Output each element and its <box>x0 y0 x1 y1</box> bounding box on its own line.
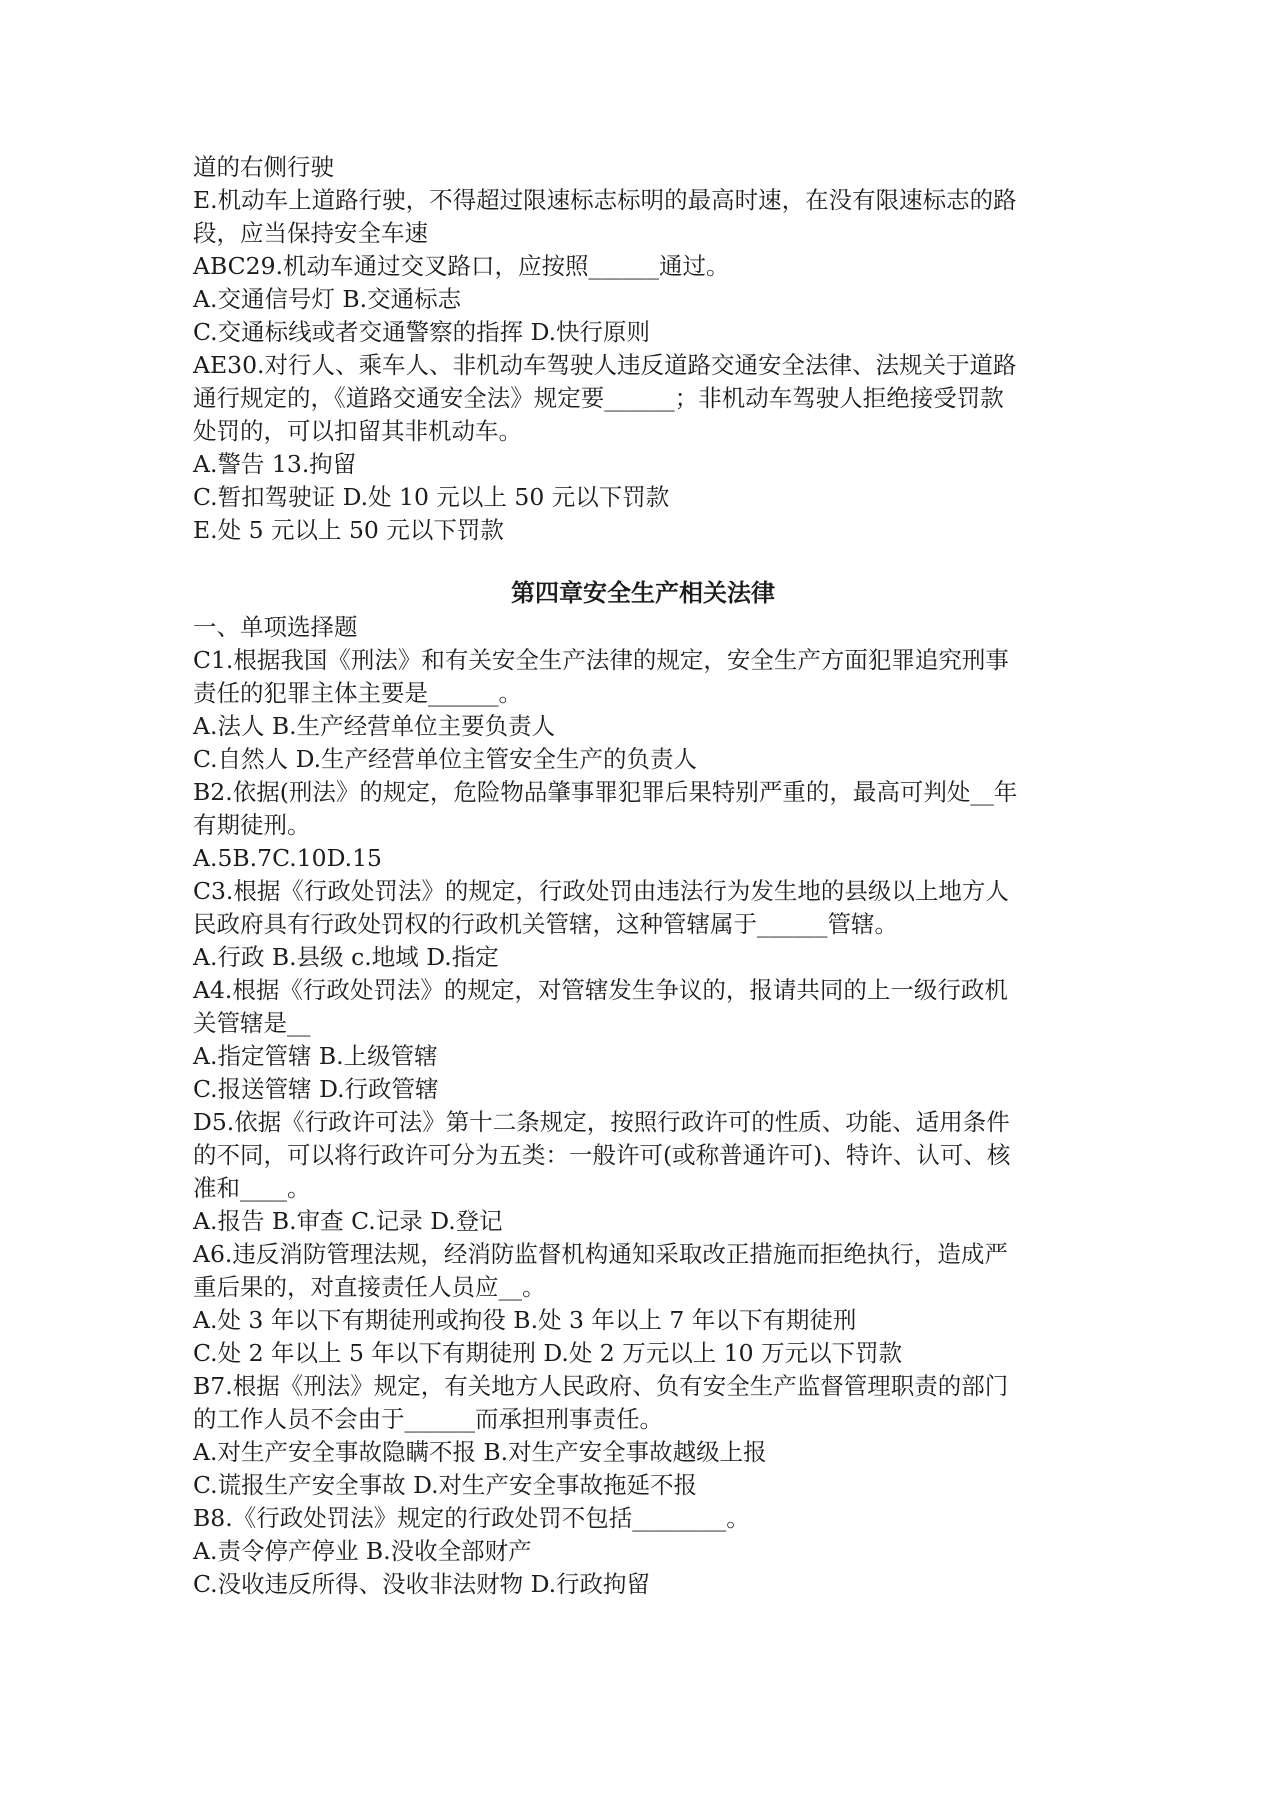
option-line: A.处 3 年以下有期徒刑或拘役 B.处 3 年以上 7 年以下有期徒刑 <box>193 1306 857 1334</box>
top-question-block <box>193 151 1093 547</box>
document-body <box>193 151 1093 1601</box>
question-4: A4.根据《行政处罚法》的规定，对管辖发生争议的，报请共同的上一级行政机 <box>193 976 1008 1004</box>
text-line: 处罚的，可以扣留其非机动车。 <box>193 417 522 445</box>
question-2: B2.依据(刑法》的规定，危险物品肇事罪犯罪后果特别严重的，最高可判处__年 <box>193 778 1018 806</box>
option-line: E.处 5 元以上 50 元以下罚款 <box>193 516 504 544</box>
text-line: 的不同，可以将行政许可分为五类：一般许可(或称普通许可)、特许、认可、核 <box>193 1141 1011 1169</box>
option-line: A.报告 B.审查 C.记录 D.登记 <box>193 1207 503 1235</box>
option-line: C.报送管辖 D.行政管辖 <box>193 1075 439 1103</box>
question-6: A6.违反消防管理法规，经消防监督机构通知采取改正措施而拒绝执行，造成严 <box>193 1240 1008 1268</box>
option-line: A.5B.7C.10D.15 <box>193 844 382 872</box>
chapter-title: 第四章安全生产相关法律 <box>511 579 775 607</box>
question-30: AE30.对行人、乘车人、非机动车驾驶人违反道路交通安全法律、法规关于道路 <box>193 351 1017 379</box>
question-8: B8.《行政处罚法》规定的行政处罚不包括________。 <box>193 1504 750 1532</box>
option-line: C.谎报生产安全事故 D.对生产安全事故拖延不报 <box>193 1471 698 1499</box>
text-line: 道的右侧行驶 <box>193 153 334 181</box>
text-line: 准和____。 <box>193 1174 311 1202</box>
option-line: A.法人 B.生产经营单位主要负责人 <box>193 712 556 740</box>
text-line: 通行规定的，《道路交通安全法》规定要______；非机动车驾驶人拒绝接受罚款 <box>193 384 1004 412</box>
question-7: B7.根据《刑法》规定，有关地方人民政府、负有安全生产监督管理职责的部门 <box>193 1372 1009 1400</box>
option-line: C.交通标线或者交通警察的指挥 D.快行原则 <box>193 318 651 346</box>
question-29: ABC29.机动车通过交叉路口，应按照______通过。 <box>193 252 730 280</box>
text-line: E.机动车上道路行驶，不得超过限速标志标明的最高时速，在没有限速标志的路 <box>193 186 1017 214</box>
text-line: 重后果的，对直接责任人员应__。 <box>193 1273 546 1301</box>
question-3: C3.根据《行政处罚法》的规定，行政处罚由违法行为发生地的县级以上地方人 <box>193 877 1009 905</box>
text-line: 段，应当保持安全车速 <box>193 219 428 247</box>
text-line: 的工作人员不会由于______而承担刑事责任。 <box>193 1405 663 1433</box>
option-line: A.警告 13.拘留 <box>193 450 357 478</box>
question-5: D5.依据《行政许可法》第十二条规定，按照行政许可的性质、功能、适用条件 <box>193 1108 1010 1136</box>
option-line: C.暂扣驾驶证 D.处 10 元以上 50 元以下罚款 <box>193 483 670 511</box>
option-line: A.责令停产停业 B.没收全部财产 <box>193 1537 532 1565</box>
option-line: A.交通信号灯 B.交通标志 <box>193 285 462 313</box>
text-line: 有期徒刑。 <box>193 811 311 839</box>
section-heading: 一、单项选择题 <box>193 613 358 641</box>
option-line: A.行政 B.县级 c.地域 D.指定 <box>193 943 499 971</box>
option-line: A.指定管辖 B.上级管辖 <box>193 1042 438 1070</box>
text-line: 关管辖是__ <box>193 1009 311 1037</box>
text-line: 民政府具有行政处罚权的行政机关管辖，这种管辖属于______管辖。 <box>193 910 898 938</box>
option-line: C.处 2 年以上 5 年以下有期徒刑 D.处 2 万元以上 10 万元以下罚款 <box>193 1339 903 1367</box>
option-line: C.自然人 D.生产经营单位主管安全生产的负责人 <box>193 745 698 773</box>
question-1: C1.根据我国《刑法》和有关安全生产法律的规定，安全生产方面犯罪追究刑事 <box>193 646 1009 674</box>
chapter-question-block <box>193 611 1093 1601</box>
option-line: C.没收违反所得、没收非法财物 D.行政拘留 <box>193 1570 651 1598</box>
text-line: 责任的犯罪主体主要是______。 <box>193 679 522 707</box>
option-line: A.对生产安全事故隐瞒不报 B.对生产安全事故越级上报 <box>193 1438 767 1466</box>
